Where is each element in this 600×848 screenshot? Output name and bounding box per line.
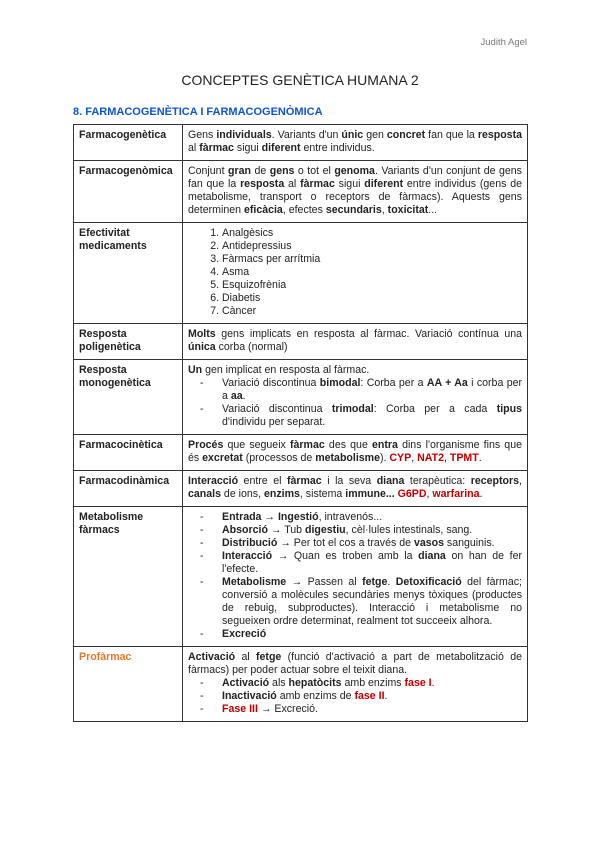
- bold-term: enzims: [263, 488, 300, 500]
- text-run: corba (normal): [215, 341, 288, 353]
- paragraph: [188, 328, 522, 354]
- text-run: sigui: [334, 178, 365, 190]
- list-item: [222, 576, 522, 628]
- text-run: → Tub: [267, 524, 306, 536]
- row-label: Metabolisme fàrmacs: [74, 507, 183, 647]
- text-run: ).: [379, 452, 390, 464]
- text-run: de ions,: [220, 488, 264, 500]
- text-run: gen implicat en resposta al fàrmac.: [202, 364, 370, 376]
- paragraph: [188, 165, 522, 217]
- bold-term: receptors: [470, 475, 520, 487]
- highlighted-term: NAT2: [417, 452, 444, 464]
- text-run: : Corba per a cada: [373, 403, 497, 415]
- bold-term: AA + Aa: [426, 377, 468, 389]
- bullet-list: [188, 377, 522, 429]
- row-label: Resposta poligenètica: [74, 324, 183, 360]
- text-run: .: [431, 677, 435, 689]
- highlighted-term: fase II: [354, 690, 385, 702]
- text-run: ,: [519, 475, 522, 487]
- text-run: .: [387, 576, 396, 588]
- text-run: .: [479, 488, 483, 500]
- row-content: [183, 435, 528, 471]
- bold-term: Ingestió: [277, 511, 319, 523]
- text-run: Gens: [188, 129, 217, 141]
- text-run: Variació discontinua: [222, 403, 332, 415]
- list-item: [222, 537, 522, 550]
- row-content: [183, 324, 528, 360]
- text-run: Variació discontinua: [222, 377, 320, 389]
- author-header: Judith Agel: [480, 37, 527, 48]
- text-run: on han de fer l'efecte.: [222, 550, 522, 575]
- concepts-table: [73, 124, 528, 722]
- table-row: [74, 324, 528, 360]
- text-run: amb enzims de: [276, 690, 355, 702]
- bold-term: Activació: [188, 651, 236, 663]
- text-run: → Quan es troben amb la: [272, 550, 419, 562]
- text-run: entre individus (gens de metabolisme, transport o receptors de fàrmacs). Aquests gens determinen: [188, 178, 522, 216]
- bold-term: trimodal: [331, 403, 374, 415]
- text-run: i la seva: [321, 475, 377, 487]
- table-row: [74, 471, 528, 507]
- bold-term: Un: [188, 364, 203, 376]
- text-run: Càncer: [222, 305, 257, 317]
- bold-term: Interacció: [188, 475, 239, 487]
- bold-term: genoma: [334, 165, 375, 177]
- text-run: que segueix: [223, 439, 291, 451]
- bold-term: fàrmac: [286, 475, 322, 487]
- bold-term: entra: [372, 439, 398, 451]
- text-run: entre el: [238, 475, 287, 487]
- bold-term: toxicitat: [387, 204, 429, 216]
- list-item: [222, 292, 522, 305]
- row-label: Farmacogenòmica: [74, 161, 183, 223]
- paragraph: [188, 475, 522, 501]
- text-run: : Corba per a: [360, 377, 427, 389]
- bold-term: Molts: [188, 328, 216, 340]
- text-run: .: [242, 390, 246, 402]
- table-row: [74, 223, 528, 324]
- text-run: al: [235, 651, 257, 663]
- bold-term: Distribució: [222, 537, 278, 549]
- table-row: [74, 435, 528, 471]
- text-run: sigui: [233, 142, 262, 154]
- row-content: [183, 360, 528, 435]
- text-run: .: [384, 690, 388, 702]
- text-run: Esquizofrènia: [222, 279, 287, 291]
- list-item: [222, 550, 522, 576]
- bold-term: Interacció: [222, 550, 273, 562]
- text-run: fan que la: [425, 129, 478, 141]
- list-item: [222, 227, 522, 240]
- bold-term: vasos: [413, 537, 444, 549]
- bold-term: fàrmac: [300, 178, 335, 190]
- highlighted-term: fase I: [404, 677, 432, 689]
- bold-term: bimodal: [319, 377, 361, 389]
- text-run: ,: [381, 204, 388, 216]
- bold-term: diana: [418, 550, 446, 562]
- table-row: [74, 125, 528, 161]
- table-row: [74, 360, 528, 435]
- bold-term: diferent: [261, 142, 301, 154]
- text-run: gen: [363, 129, 387, 141]
- text-run: , cèl·lules intestinals, sang.: [345, 524, 473, 536]
- text-run: ,: [443, 452, 450, 464]
- list-item: [222, 305, 522, 318]
- row-content: [183, 223, 528, 324]
- bold-term: individuals: [216, 129, 272, 141]
- list-item: [222, 377, 522, 403]
- text-run: gens implicats en resposta al fàrmac. Variació contínua una: [215, 328, 522, 340]
- paragraph: [188, 439, 522, 465]
- text-run: , intravenós...: [318, 511, 383, 523]
- bold-term: gens: [269, 165, 295, 177]
- text-run: sanguinis.: [443, 537, 495, 549]
- text-run: des que: [324, 439, 372, 451]
- bold-term: aa: [230, 390, 243, 402]
- row-content: [183, 471, 528, 507]
- text-run: → Excreció.: [257, 703, 318, 715]
- text-run: →: [261, 511, 278, 523]
- text-run: Fàrmacs per arrítmia: [222, 253, 321, 265]
- row-label: Farmacocinètica: [74, 435, 183, 471]
- text-run: Conjunt: [188, 165, 228, 177]
- bold-term: resposta: [240, 178, 285, 190]
- text-run: amb enzims: [341, 677, 405, 689]
- text-run: Diabetis: [222, 292, 261, 304]
- bullet-list: [188, 511, 522, 641]
- row-label: Efectivitat medicaments: [74, 223, 183, 324]
- text-run: ,: [426, 488, 433, 500]
- list-item: [222, 677, 522, 690]
- text-run: . Variants d'un conjunt de gens fan que la: [188, 165, 522, 190]
- text-run: → Passen al: [286, 576, 363, 588]
- bold-term: secundaris: [325, 204, 382, 216]
- bold-term: fetge: [256, 651, 282, 663]
- list-item: [222, 279, 522, 292]
- bold-term: únic: [341, 129, 364, 141]
- list-item: [222, 703, 522, 716]
- bold-term: única: [188, 341, 216, 353]
- list-item: [222, 240, 522, 253]
- bold-term: hepatòcits: [288, 677, 342, 689]
- bold-term: gran: [228, 165, 251, 177]
- bold-term: Absorció: [222, 524, 268, 536]
- text-run: . Variants d'un: [271, 129, 342, 141]
- row-label: Farmacodinàmica: [74, 471, 183, 507]
- bold-term: canals: [188, 488, 221, 500]
- table-row: [74, 647, 528, 722]
- bullet-list: [188, 677, 522, 716]
- text-run: entre individus.: [300, 142, 375, 154]
- bold-term: Metabolisme: [222, 576, 287, 588]
- bold-term: metabolisme: [315, 452, 380, 464]
- bold-term: resposta: [477, 129, 522, 141]
- highlighted-term: CYP: [389, 452, 412, 464]
- text-run: de: [250, 165, 270, 177]
- text-run: als: [269, 677, 289, 689]
- paragraph: [188, 364, 522, 377]
- highlighted-term: Fase III: [222, 703, 258, 715]
- bold-term: eficàcia: [243, 204, 283, 216]
- text-run: (processos de: [242, 452, 316, 464]
- text-run: dins l'organisme fins que és: [188, 439, 522, 464]
- bold-term: diferent: [364, 178, 404, 190]
- text-run: o tot el: [294, 165, 335, 177]
- paragraph: [188, 651, 522, 677]
- text-run: Asma: [222, 266, 250, 278]
- text-run: terapèutica:: [404, 475, 471, 487]
- row-content: [183, 161, 528, 223]
- bold-term: digestiu: [305, 524, 346, 536]
- text-run: Analgèsics: [222, 227, 274, 239]
- text-run: .: [478, 452, 482, 464]
- section-heading: 8. FARMACOGENÈTICA I FARMACOGENÒMICA: [73, 106, 323, 118]
- text-run: → Per tot el cos a través de: [277, 537, 414, 549]
- bold-term: excretat: [202, 452, 243, 464]
- text-run: del fàrmac; conversió a molècules secundàries menys tòxiques (productes de rebuig, subproductes). Interacció i metabolisme no segueixen ordre determinat, realment tot succeeix alhora.: [222, 576, 522, 627]
- list-item: [222, 690, 522, 703]
- row-label: Resposta monogenètica: [74, 360, 183, 435]
- bold-term: concret: [386, 129, 426, 141]
- text-run: , sistema: [299, 488, 346, 500]
- row-label: Farmacogenètica: [74, 125, 183, 161]
- text-run: ,: [411, 452, 418, 464]
- list-item: [222, 266, 522, 279]
- bold-term: Detoxificació: [395, 576, 462, 588]
- text-run: ...: [428, 204, 438, 216]
- list-item: [222, 253, 522, 266]
- list-item: [222, 628, 522, 641]
- bold-term: Activació: [222, 677, 270, 689]
- text-run: i corba per a: [222, 377, 522, 402]
- numbered-list: [188, 227, 522, 318]
- text-run: al: [284, 178, 301, 190]
- bold-term: Entrada: [222, 511, 262, 523]
- row-content: [183, 125, 528, 161]
- highlighted-term: TPMT: [449, 452, 479, 464]
- text-run: (funció d'activació a part de metabolització de fàrmacs) per poder actuar sobre el teixit diana.: [188, 651, 522, 676]
- bold-term: fàrmac: [290, 439, 325, 451]
- bold-term: immune...: [345, 488, 395, 500]
- bold-term: tipus: [496, 403, 522, 415]
- text-run: Antidepressius: [222, 240, 292, 252]
- text-run: d'individu per separat.: [222, 416, 326, 428]
- bold-term: Inactivació: [222, 690, 277, 702]
- highlighted-term: warfarina: [432, 488, 480, 500]
- bold-term: fetge: [362, 576, 388, 588]
- bold-term: Excreció: [222, 628, 267, 640]
- row-label: Profàrmac: [74, 647, 183, 722]
- paragraph: [188, 129, 522, 155]
- table-row: [74, 161, 528, 223]
- highlighted-term: G6PD: [397, 488, 427, 500]
- text-run: , efectes: [282, 204, 326, 216]
- table-row: [74, 507, 528, 647]
- list-item: [222, 511, 522, 524]
- text-run: al: [188, 142, 200, 154]
- bold-term: fàrmac: [199, 142, 234, 154]
- list-item: [222, 403, 522, 429]
- row-content: [183, 647, 528, 722]
- list-item: [222, 524, 522, 537]
- row-content: [183, 507, 528, 647]
- bold-term: diana: [376, 475, 405, 487]
- bold-term: Procés: [188, 439, 224, 451]
- document-title: CONCEPTES GENÈTICA HUMANA 2: [181, 72, 419, 88]
